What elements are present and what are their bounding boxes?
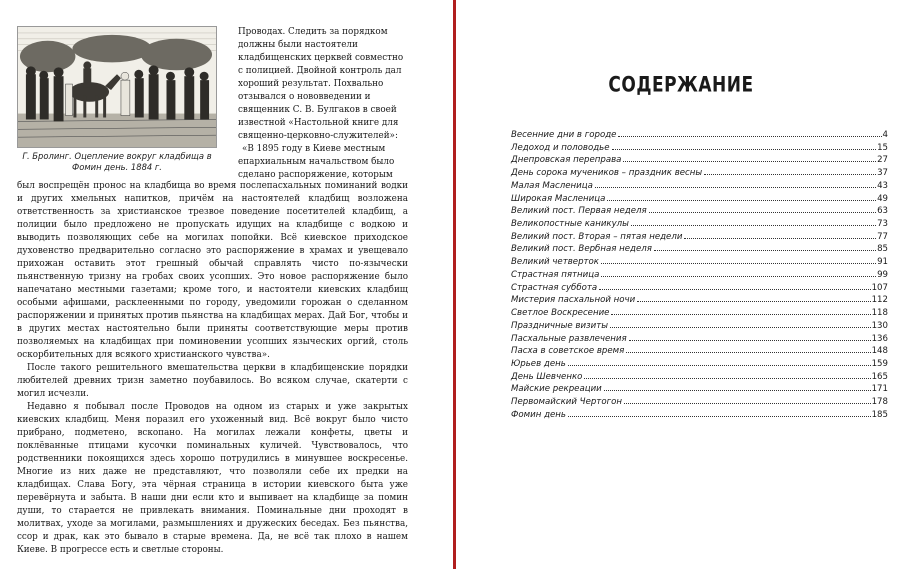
toc-entry-page: 185: [871, 409, 888, 420]
toc-entry[interactable]: [511, 359, 888, 372]
table-of-contents: [511, 130, 888, 423]
toc-leader-dots: [568, 415, 871, 417]
toc-entry-title: Светлое Воскресение: [511, 308, 610, 319]
toc-leader-dots: [624, 402, 871, 404]
toc-entry-title: День Шевченко: [511, 371, 583, 382]
toc-entry[interactable]: [511, 334, 888, 347]
toc-leader-dots: [654, 249, 876, 251]
toc-leader-dots: [611, 313, 870, 315]
toc-leader-dots: [610, 326, 871, 328]
right-column-text: [238, 26, 408, 182]
toc-entry[interactable]: [511, 130, 888, 143]
toc-leader-dots: [626, 351, 870, 353]
toc-entry-page: 171: [871, 384, 888, 395]
body-paragraph-3: Недавно я побывал после Проводов на одном из старых и уже закрытых киевских кладбищ. Меня поразил его ухоженный вид. Всё вокруг было чисто прибрано, подметено, вскопано. На могилах лежали конфеты, цветы и поклёванные птицами кусочки поминальных куличей. Чувствовалось, что родственники покоящихся здесь хорошо потрудились в минувшее воскресенье. Многие из них даже не представляют, что позволяли себе их предки на кладбищах. Слава Богу, эта чёрная страница в истории киевского быта уже перевёрнута и забыта. В наши дни если кто и выпивает на кладбище за помин души, то старается не привлекать внимания. Поминальные дни проходят в молитвах, уходе за могилами, размышлениях и дружеских беседах. Без пьянства, ссор и драк, как это бывало в старые времена. Да, не всё так плохо в нашем Киеве. В прогрессе есть и светлые стороны.: [17, 402, 408, 555]
toc-entry-page: 27: [877, 155, 888, 166]
toc-entry[interactable]: [511, 283, 888, 296]
quote-start-paragraph: «В 1895 году в Киеве местным епархиальным начальством было сделано распоряжение, которым: [238, 144, 395, 180]
toc-leader-dots: [649, 211, 876, 213]
toc-leader-dots: [629, 339, 871, 341]
toc-leader-dots: [623, 160, 876, 162]
toc-entry-title: День сорока мучеников – праздник весны: [511, 168, 703, 179]
toc-entry[interactable]: [511, 244, 888, 257]
toc-leader-dots: [601, 275, 876, 277]
toc-entry-page: 73: [877, 219, 888, 230]
toc-entry[interactable]: [511, 232, 888, 245]
body-paragraph-2: После такого решительного вмешательства церкви в кладбищенские порядки любителей древних тризн заметно поубавилось. Во всяком случае, скатерти с могил исчезли.: [17, 363, 408, 399]
toc-entry-page: 107: [871, 282, 888, 293]
toc-entry[interactable]: [511, 155, 888, 168]
toc-leader-dots: [584, 377, 870, 379]
toc-entry[interactable]: [511, 270, 888, 283]
toc-entry-page: 148: [871, 346, 888, 357]
toc-leader-dots: [607, 199, 876, 201]
toc-entry-title: Пасхальные развлечения: [511, 333, 627, 344]
toc-entry[interactable]: [511, 321, 888, 334]
toc-entry[interactable]: [511, 346, 888, 359]
toc-entry[interactable]: [511, 168, 888, 181]
toc-entry[interactable]: [511, 410, 888, 423]
toc-leader-dots: [631, 224, 876, 226]
toc-entry-page: 178: [871, 397, 888, 408]
toc-title: СОДЕРЖАНИЕ: [608, 72, 754, 98]
toc-entry-title: Юрьев день: [511, 358, 566, 369]
toc-entry-title: Великий пост. Вторая – пятая недели: [511, 231, 683, 242]
illustration-caption: Г. Бролинг. Оцепление вокруг кладбища в Фомин день. 1884 г.: [22, 151, 212, 172]
toc-entry-page: 4: [882, 130, 888, 140]
toc-entry-page: 77: [877, 231, 888, 242]
toc-entry-title: Широкая Масленица: [511, 193, 606, 204]
toc-entry[interactable]: [511, 219, 888, 232]
toc-entry-page: 37: [877, 168, 888, 179]
toc-entry-title: Весенние дни в городе: [511, 130, 617, 140]
toc-entry-page: 49: [877, 193, 888, 204]
toc-entry-title: Днепровская переправа: [511, 155, 622, 166]
toc-entry-page: 112: [871, 295, 888, 306]
toc-entry-title: Великопостные каникулы: [511, 219, 629, 230]
right-page: [456, 0, 909, 569]
toc-entry[interactable]: [511, 257, 888, 270]
toc-entry-page: 99: [877, 269, 888, 280]
toc-leader-dots: [601, 262, 876, 264]
toc-leader-dots: [604, 389, 871, 391]
toc-entry[interactable]: [511, 384, 888, 397]
toc-entry-title: Великий четверток: [511, 257, 599, 268]
toc-leader-dots: [704, 173, 876, 175]
toc-entry[interactable]: [511, 308, 888, 321]
toc-entry-title: Праздничные визиты: [511, 320, 608, 331]
toc-leader-dots: [684, 237, 876, 239]
toc-entry-title: Страстная пятница: [511, 269, 600, 280]
toc-entry-page: 43: [877, 180, 888, 191]
toc-entry-title: Великий пост. Первая неделя: [511, 206, 647, 217]
toc-leader-dots: [599, 288, 870, 290]
toc-entry-page: 85: [877, 244, 888, 255]
toc-entry-title: Ледоход и половодье: [511, 142, 610, 153]
toc-entry[interactable]: [511, 397, 888, 410]
toc-entry-page: 136: [871, 333, 888, 344]
toc-entry-title: Пасха в советское время: [511, 346, 625, 357]
toc-entry-page: 91: [877, 257, 888, 268]
toc-entry[interactable]: [511, 372, 888, 385]
toc-entry-page: 15: [877, 142, 888, 153]
toc-entry[interactable]: [511, 295, 888, 308]
engraving-illustration: [17, 26, 217, 148]
toc-entry-title: Майские рекреации: [511, 384, 602, 395]
toc-entry-title: Первомайский Чертогон: [511, 397, 622, 408]
toc-entry-page: 159: [871, 358, 888, 369]
column-paragraph: Проводах. Следить за порядком должны были настоятели кладбищенских церквей совместно с полицией. Двойной контроль дал хороший результат. Похвально отзывался о нововведении и священник С. В. Булгаков в своей известной «Настольной книге для священно-церковно-служителей»:: [238, 27, 404, 141]
toc-entry-title: Страстная суббота: [511, 282, 598, 293]
toc-entry[interactable]: [511, 194, 888, 207]
toc-leader-dots: [637, 300, 870, 302]
toc-entry-title: Великий пост. Вербная неделя: [511, 244, 652, 255]
toc-leader-dots: [612, 148, 877, 150]
toc-entry-title: Мистерия пасхальной ночи: [511, 295, 636, 306]
toc-entry[interactable]: [511, 206, 888, 219]
full-width-text: [17, 180, 408, 557]
toc-entry-page: 118: [871, 308, 888, 319]
toc-entry-page: 165: [871, 371, 888, 382]
toc-entry[interactable]: [511, 143, 888, 156]
toc-entry-page: 130: [871, 320, 888, 331]
left-page: [0, 0, 453, 569]
toc-leader-dots: [568, 364, 871, 366]
quote-continuation-paragraph: был воспрещён пронос на кладбища во время послепасхальных поминаний водки и других хмельных напитков, причём на настоятелей кладбищ возложена ответственность за христианское трезвое поведение посетителей кладбищ, а полиции было предложено не пропускать идущих на кладбище с водкою и выводить позволяющих себе на могилах попойки. Всё киевское приходское духовенство предварительно согласно это распоряжение в храмах и увещевало прихожан оставить этот грешный обычай справлять чисто по-язычески пьянственную тризну на гробах своих усопших. Это новое распоряжение было напечатано местными газетами; кроме того, и настоятели киевских кладбищ особыми афишами, расклеенными по городу, уведомили горожан о сделанном распоряжении и принятых против пьянства на кладбищах мерах. Дай Бог, чтобы и в других местах настоятельно были приняты соответствующие меры против позволяемых на кладбищах при поминовении усопших языческих оргий, столь оскорбительных для всякого христианского чувства».: [17, 181, 408, 360]
illustration-figure: [17, 26, 217, 173]
toc-leader-dots: [595, 186, 876, 188]
toc-leader-dots: [618, 135, 881, 137]
toc-entry-title: Малая Масленица: [511, 180, 593, 191]
toc-entry-title: Фомин день: [511, 409, 566, 420]
toc-entry[interactable]: [511, 181, 888, 194]
toc-entry-page: 63: [877, 206, 888, 217]
